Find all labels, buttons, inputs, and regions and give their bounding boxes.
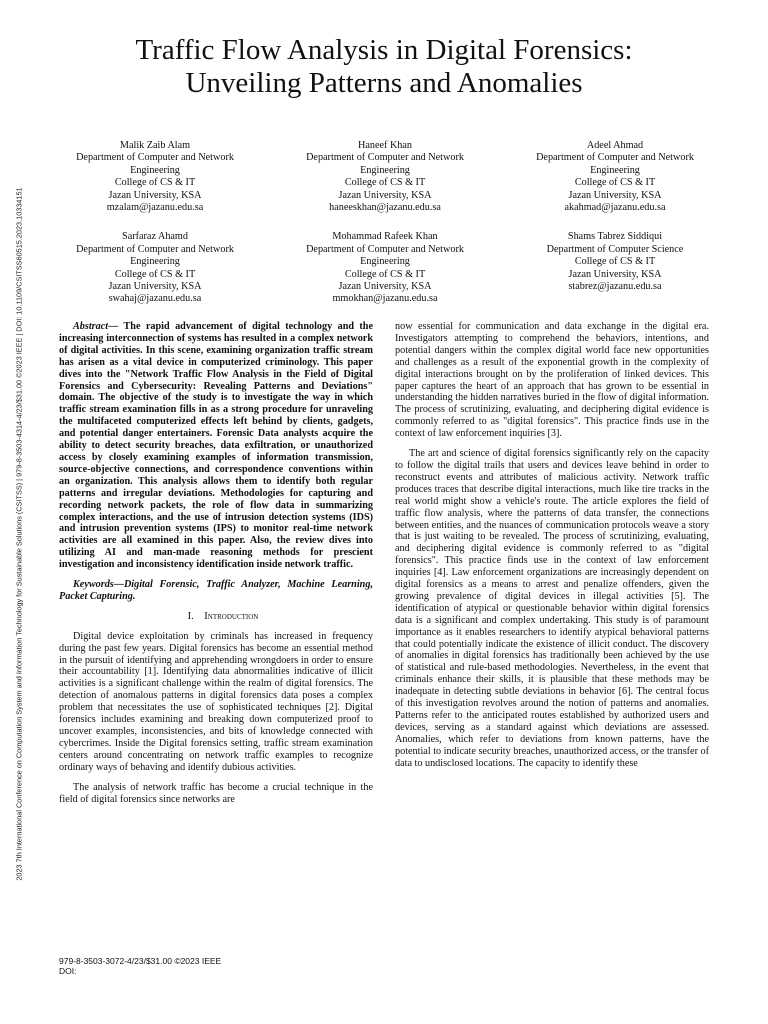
author-college: College of CS & IT [114, 268, 196, 280]
author-university: Jazan University, KSA [338, 189, 432, 201]
right-column [395, 321, 709, 778]
abstract-label: Abstract— [73, 321, 119, 332]
body-paragraph: The analysis of network traffic has become a crucial technique in the field of digital forensics since networks are [59, 781, 373, 805]
footer-isbn: 979-8-3503-3072-4/23/$31.00 ©2023 IEEE [59, 956, 222, 966]
author-department: Department of Computer and Network [76, 152, 234, 164]
author-college: College of CS & IT [114, 177, 196, 189]
conference-sidebar-text: 2023 7th International Conference on Computation System and Information Technology for Sustainable Solutions (CSITSS) | 979-8-3503-4314-4/23/$31.00 ©2023 IEEE | DOI: 10.1109/CSITSS60515.2023.10334151 [14, 187, 24, 881]
author-department-cont: Engineering [590, 164, 640, 176]
author-card [40, 231, 270, 305]
author-name: Shams Tabrez Siddiqui [567, 231, 663, 243]
title-line-1: Traffic Flow Analysis in Digital Forensics: [135, 34, 633, 66]
abstract-text: The rapid advancement of digital technology and the increasing interconnection of systems has resulted in a complex network of digital activities. In this scene, examining organization traffic stream has arisen as a vital device in computerized criminology. This paper dives into the "Network Traffic Flow Analysis in the Field of Digital Forensics and Cybersecurity: Revealing Patterns and Deviations" domain. The objective of the study is to investigate the way in which traffic stream examination fills in as a strong procedure for unraveling the multifaceted computerized effects left behind by clients, gadgets, and potential danger entertainers. Forensic Data analysts acquire the ability to detect security breaches, data exfiltration, or unauthorized access by closely examining examples of information transmission, source-objective connections, and correspondence conventions within an organization. This analysis allows them to identify both regular patterns and irregular deviations. Methodologies for capturing and recording network packets, the role of flow data in summarizing complex interactions, and the use of intrusion detection systems (IDS) and intrusion prevention systems (IPS) to monitor real-time network activities are all examined in this paper. Also, the review dives into utilizing AI and man-made reasoning methods for prescient investigation and inconsistency identification inside network traffic. [59, 321, 373, 571]
conference-sidebar [12, 108, 26, 960]
paper-title [60, 34, 708, 100]
author-email: mmokhan@jazanu.edu.sa [332, 293, 438, 305]
body-paragraph: now essential for communication and data exchange in the digital era. Investigators attempting to comprehend the behaviors, intentions, and potential dangers within the complex digital world face new opportunities and challenges as a result of the exponential growth in the complexity of digital interactions brought on by the proliferation of linked devices. This paper captures the heart of an approach that has grown to be essential in understanding the hidden narratives buried in the flow of digital information. The process of scrutinizing, evaluating, and deciphering digital evidence is commonly referred to as "digital forensics". This practice finds use in the context of law enforcement inquiries [3]. [395, 321, 709, 440]
author-university: Jazan University, KSA [108, 281, 202, 293]
author-university: Jazan University, KSA [108, 189, 202, 201]
author-card [500, 140, 730, 214]
author-college: College of CS & IT [344, 177, 426, 189]
author-department: Department of Computer and Network [76, 243, 234, 255]
author-email: mzalam@jazanu.edu.sa [106, 202, 204, 214]
author-college: College of CS & IT [344, 268, 426, 280]
author-card [270, 140, 500, 214]
body-paragraph: Digital device exploitation by criminals has increased in frequency during the past few years. Digital forensics has become an essential method in the pursuit of identifying and apprehending wrongdoers in order to ensure their accountability [1]. Identifying data abnormalities indicative of illicit activities is a significant challenge within the realm of digital forensics. The detection of anomalous patterns in digital forensics data poses a complex problem that necessitates the use of sophisticated techniques [2]. Digital forensics includes examining and breaking down computerized proof to uncover examples, inconsistencies, and bits of knowledge connected with cybercrimes. Inside the Digital forensics setting, traffic stream examination centers around concentrating on network traffic examples to recognize ordinary ways of behaving and identify dubious activities. [59, 630, 373, 773]
author-email: swahaj@jazanu.edu.sa [108, 293, 202, 305]
footer [59, 956, 221, 976]
author-block [40, 140, 730, 323]
author-row-1 [40, 140, 730, 214]
author-email: haneeskhan@jazanu.edu.sa [329, 202, 441, 214]
author-college: College of CS & IT [574, 177, 656, 189]
author-department: Department of Computer and Network [536, 152, 694, 164]
author-email: akahmad@jazanu.edu.sa [564, 202, 666, 214]
author-row-2 [40, 231, 730, 305]
author-department-cont: Engineering [360, 256, 410, 268]
author-department: Department of Computer Science [546, 243, 684, 255]
author-university: Jazan University, KSA [568, 189, 662, 201]
author-department: Department of Computer and Network [306, 243, 464, 255]
author-department: Department of Computer and Network [306, 152, 464, 164]
section-heading-introduction [59, 611, 373, 623]
author-card [500, 231, 730, 305]
author-card [270, 231, 500, 305]
author-name: Mohammad Rafeek Khan [332, 231, 438, 243]
author-department-cont: Engineering [360, 164, 410, 176]
author-department-cont: Engineering [130, 164, 180, 176]
author-card [40, 140, 270, 214]
section-title: Introduction [204, 610, 259, 622]
author-email: stabrez@jazanu.edu.sa [568, 281, 662, 293]
author-department-cont: Engineering [130, 256, 180, 268]
author-name: Sarfaraz Ahamd [122, 231, 188, 243]
author-college: College of CS & IT [574, 256, 656, 268]
keywords: Keywords—Digital Forensic, Traffic Analyzer, Machine Learning, Packet Capturing. [59, 579, 373, 602]
author-name: Malik Zaib Alam [119, 140, 191, 151]
left-column [59, 321, 373, 813]
author-university: Jazan University, KSA [568, 268, 662, 280]
title-line-2: Unveiling Patterns and Anomalies [185, 67, 583, 99]
section-number: I. [187, 610, 194, 622]
author-name: Adeel Ahmad [586, 140, 644, 151]
author-name: Haneef Khan [357, 140, 413, 151]
author-university: Jazan University, KSA [338, 281, 432, 293]
abstract [59, 321, 373, 571]
footer-doi: DOI: [59, 966, 77, 976]
body-paragraph: The art and science of digital forensics significantly rely on the capacity to follow the digital trails that users and devices leave behind in order to reconstruct events and attributes of malicious activity. Network traffic produces traces that describe digital interactions, much like tire tracks in the real world might show a vehicle's route. The article explores the field of traffic flow analysis, where the patterns of data transfer, the connections between entities, and the nuances of communication protocols weave a story that is just waiting to be revealed. The process of scrutinizing, evaluating, and deciphering digital evidence is commonly referred to as "digital forensics". This practice finds use in the context of law enforcement inquiries [4]. Law enforcement organizations are increasingly dependent on digital forensics as a means to arrest and penalize offenders, given the growing prevalence of digital devices in illegal activities [5]. The identification of atypical or questionable behavior within digital forensics data is a significant and complex undertaking. This study is of paramount importance as it enables researchers to identify atypical behavioral patterns that could potentially indicate the existence of illicit conduct. The discovery of anomalies in digital forensics has traditionally been achieved by the use of statistical and rule-based methodologies. Nevertheless, in the event that criminals enhance their skills, it is plausible that these methods may be inadequate in detecting subtle deviations in behavior [6]. The central focus of this investigation revolves around the notion of patterns and anomalies. Patterns refer to the anticipated routes established by authorized users and devices, serving as a standard against which deviations are assessed. Anomalies, which refer to deviations from known patterns, have the potential to indicate security breaches, unauthorized access, or the transfer of data to undisclosed locations. The capacity to identify these [395, 448, 709, 769]
